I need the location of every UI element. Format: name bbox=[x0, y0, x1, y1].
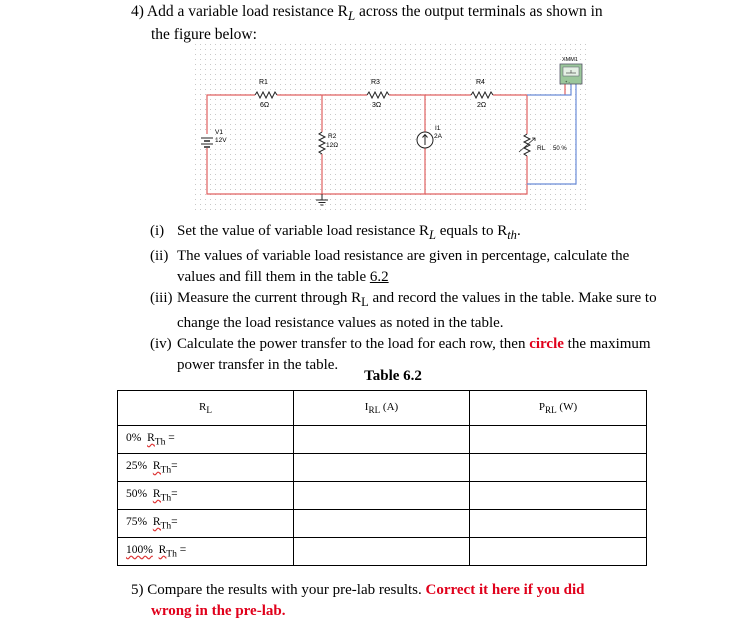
irl-cell[interactable] bbox=[294, 454, 470, 482]
r3-name: R3 bbox=[371, 79, 380, 86]
multimeter-xmm1 bbox=[560, 64, 582, 84]
table-caption: Table 6.2 bbox=[364, 368, 422, 384]
prl-cell[interactable] bbox=[470, 538, 647, 566]
prl-cell[interactable] bbox=[470, 454, 647, 482]
header-prl: $P_{RL}$ (W) bbox=[470, 391, 647, 426]
r2-name: R2 bbox=[328, 133, 337, 140]
header-irl: $I_{RL}$ (A) bbox=[294, 391, 470, 426]
rl-cell[interactable]: 25% $R_{Th}=$ bbox=[118, 454, 294, 482]
svg-text:+ -: + - bbox=[565, 79, 570, 84]
step-2: (ii) The values of variable load resistance are given in percentage, calculate the values and fill them in the table 6.2 bbox=[150, 248, 630, 285]
rl-cell[interactable]: 75% $R_{Th}=$ bbox=[118, 510, 294, 538]
table-row bbox=[118, 454, 647, 482]
table-row bbox=[118, 482, 647, 510]
rl-cell[interactable]: 50% $R_{Th}=$ bbox=[118, 482, 294, 510]
i1-value: 2A bbox=[434, 133, 442, 140]
i1-name: I1 bbox=[435, 125, 441, 132]
irl-cell[interactable] bbox=[294, 538, 470, 566]
rl-cell[interactable]: 0% $R_{Th}$ = bbox=[118, 426, 294, 454]
question-4-line-1: 4) Add a variable load resistance $R_L$ across the output terminals as shown in bbox=[131, 3, 603, 24]
resistor-r3 bbox=[367, 90, 389, 100]
question-5: 5) Compare the results with your pre-lab results. Correct it here if you did wrong in the pre-lab. bbox=[131, 582, 585, 619]
step-4: (iv) Calculate the power transfer to the load for each row, then circle the maximum power transfer in the table. bbox=[150, 336, 651, 373]
table-row bbox=[118, 538, 647, 566]
rl-name: RL bbox=[537, 145, 546, 152]
current-source-i1 bbox=[417, 132, 433, 148]
rl-value: 50 % bbox=[553, 146, 567, 152]
instruction-steps bbox=[150, 221, 665, 376]
r1-value: 6Ω bbox=[260, 102, 270, 109]
resistor-r1 bbox=[255, 90, 277, 100]
v1-name: V1 bbox=[215, 129, 223, 136]
header-rl: $R_L$ bbox=[118, 391, 294, 426]
table-reference-link[interactable]: 6.2 bbox=[369, 269, 389, 285]
r2-value: 12Ω bbox=[326, 142, 339, 149]
step-1: (i) Set the value of variable load resistance $R_L$ equals to $R_{th}$. bbox=[150, 223, 521, 242]
battery-v1 bbox=[200, 134, 214, 148]
table-row bbox=[118, 510, 647, 538]
r4-name: R4 bbox=[476, 79, 485, 86]
r4-value: 2Ω bbox=[477, 102, 487, 109]
table-row bbox=[118, 426, 647, 454]
table-header-row bbox=[118, 391, 647, 426]
prl-cell[interactable] bbox=[470, 426, 647, 454]
irl-cell[interactable] bbox=[294, 510, 470, 538]
schematic-grid bbox=[195, 44, 590, 212]
prl-cell[interactable] bbox=[470, 510, 647, 538]
rl-cell[interactable]: 100% $R_{Th}$ = bbox=[118, 538, 294, 566]
meter-name: XMM1 bbox=[562, 57, 578, 63]
question-4-line-2: the figure below: bbox=[151, 26, 257, 44]
step-3: (iii) Measure the current through $R_L$ and record the values in the table. Make sure to change the load resistance values as noted in the table. bbox=[150, 290, 657, 331]
r3-value: 3Ω bbox=[372, 102, 382, 109]
results-table bbox=[117, 390, 647, 566]
prl-cell[interactable] bbox=[470, 482, 647, 510]
question-4-heading bbox=[131, 2, 691, 44]
circuit-schematic bbox=[195, 44, 590, 212]
resistor-r4 bbox=[471, 90, 493, 100]
v1-value: 12V bbox=[215, 137, 227, 144]
irl-cell[interactable] bbox=[294, 482, 470, 510]
r1-name: R1 bbox=[259, 79, 268, 86]
irl-cell[interactable] bbox=[294, 426, 470, 454]
